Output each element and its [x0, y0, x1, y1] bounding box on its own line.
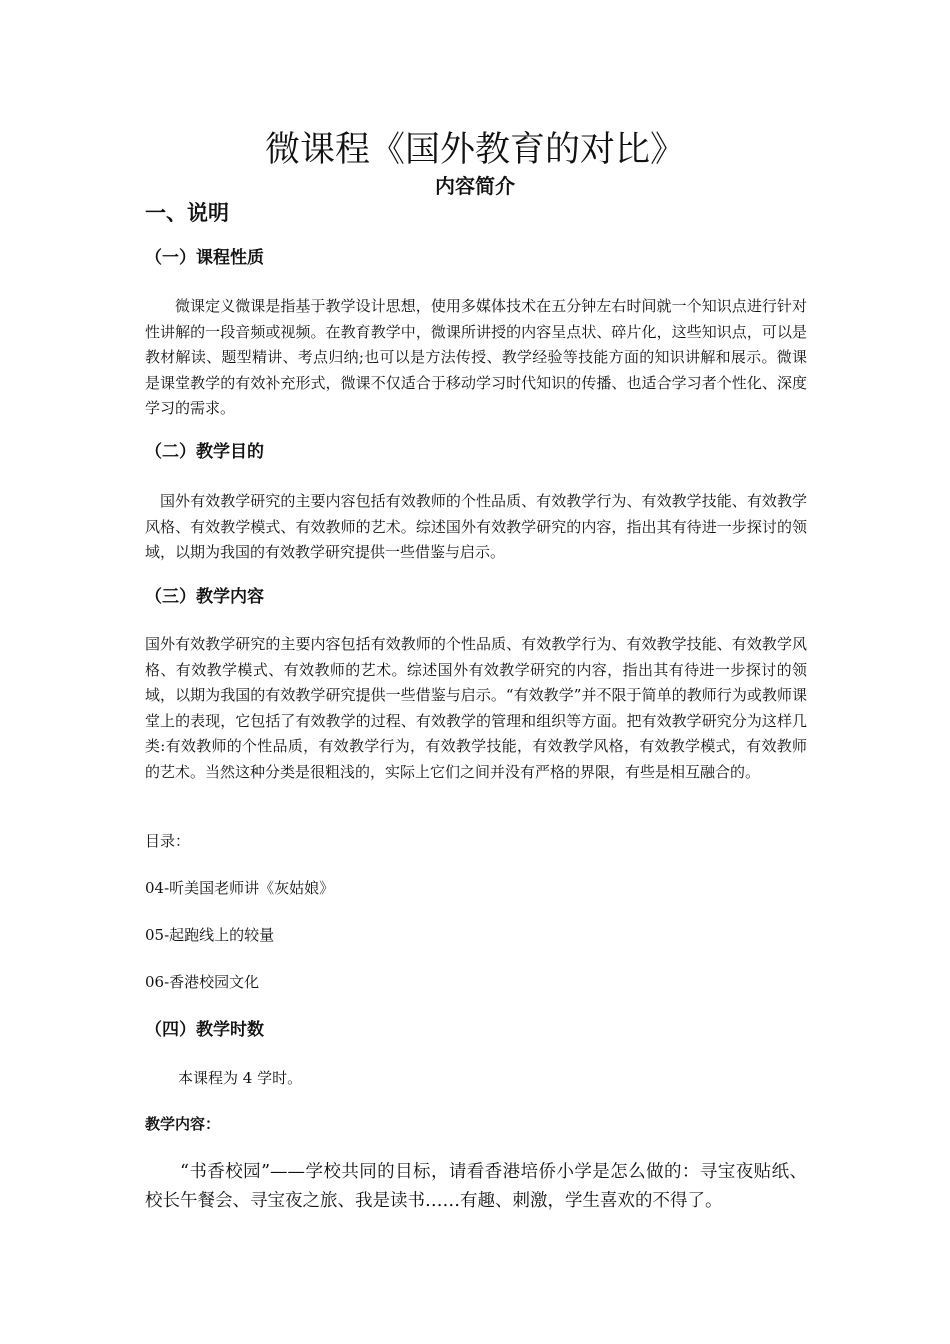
heading-teaching-content: （三）教学内容 [145, 587, 264, 607]
paragraph-teaching-hours: 本课程为 4 学时。 [178, 1069, 303, 1087]
paragraph-teaching-content: 国外有效教学研究的主要内容包括有效教师的个性品质、有效教学行为、有效教学技能、有效教学风格、有效教学模式、有效教师的艺术。综述国外有效教学研究的内容，指出其有待进一步探讨的领域，以期为我国的有效教学研究提供一些借鉴与启示。“有效教学”并不限于简单的教师行为或教师课堂上的表现，它包括了有效教学的过程、有效教学的管理和组织等方面。把有效教学研究分为这样几类:有效教师的个性品质，有效教学行为，有效教学技能，有效教学风格，有效教学模式，有效教师的艺术。当然这种分类是很粗浅的，实际上它们之间并没有严格的界限，有些是相互融合的。 [145, 635, 807, 781]
heading-teaching-hours: （四）教学时数 [145, 1020, 264, 1040]
toc-item: 04-听美国老师讲《灰姑娘》 [145, 879, 335, 897]
paragraph-content: “书香校园”——学校共同的目标，请看香港培侨小学是怎么做的：寻宝夜贴纸、校长午餐会、寻宝夜之旅、我是读书……有趣、刺激，学生喜欢的不得了。 [145, 1162, 807, 1211]
content-label: 教学内容： [145, 1115, 221, 1133]
paragraph-course-nature: 微课定义微课是指基于教学设计思想，使用多媒体技术在五分钟左右时间就一个知识点进行针对性讲解的一段音频或视频。在教育教学中，微课所讲授的内容呈点状、碎片化，这些知识点，可以是教材解读、题型精讲、考点归纳;也可以是方法传授、教学经验等技能方面的知识讲解和展示。微课是课堂教学的有效补充形式，微课不仅适合于移动学习时代知识的传播、也适合学习者个性化、深度学习的需求。 [145, 297, 807, 417]
toc-item: 05-起跑线上的较量 [145, 926, 275, 944]
document-title: 微课程《国外教育的对比》 [264, 130, 685, 170]
heading-course-nature: （一）课程性质 [145, 248, 264, 268]
document-subtitle: 内容简介 [435, 174, 515, 198]
section-heading-explanation: 一、说明 [145, 201, 229, 225]
toc-item: 06-香港校园文化 [145, 973, 260, 991]
paragraph-teaching-purpose: 国外有效教学研究的主要内容包括有效教师的个性品质、有效教学行为、有效教学技能、有效教学风格、有效教学模式、有效教师的艺术。综述国外有效教学研究的内容，指出其有待进一步探讨的领域，以期为我国的有效教学研究提供一些借鉴与启示。 [145, 492, 807, 561]
toc-label: 目录： [145, 832, 191, 850]
heading-teaching-purpose: （二）教学目的 [145, 442, 264, 462]
